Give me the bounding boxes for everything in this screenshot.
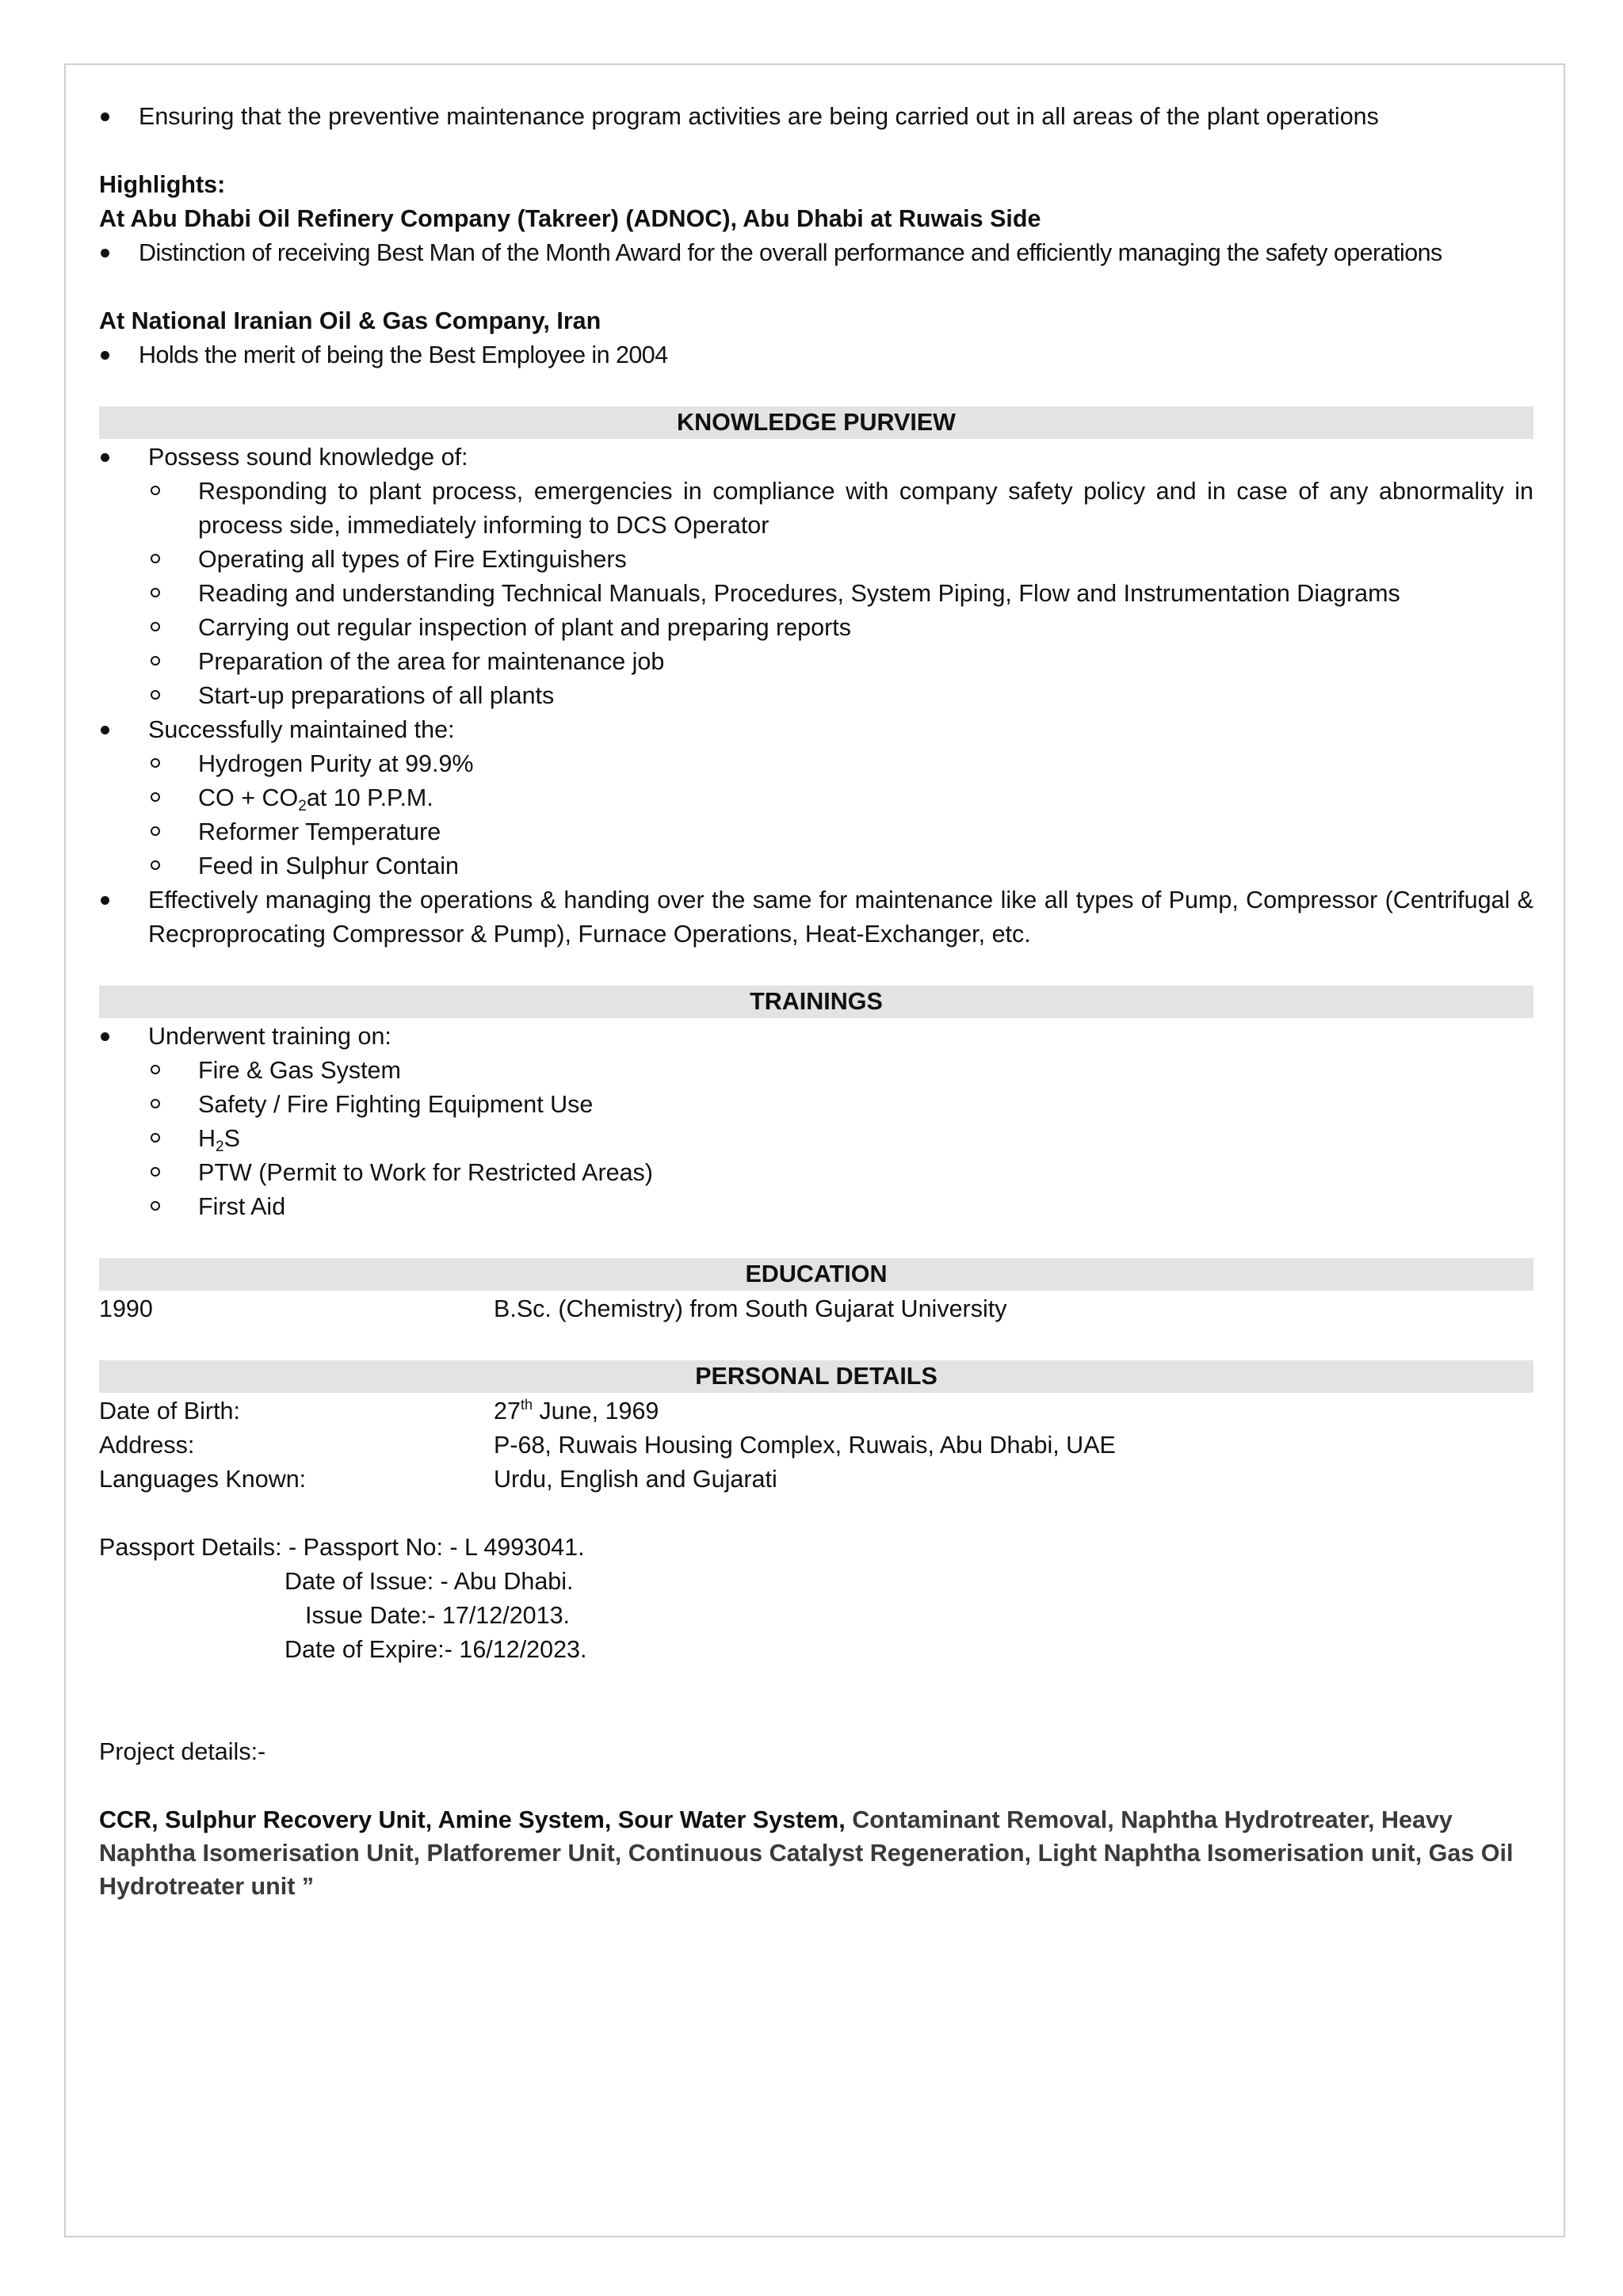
sub-bullet-icon bbox=[151, 486, 160, 495]
education-row bbox=[99, 1292, 1533, 1326]
maintained-sub-item bbox=[99, 747, 1533, 781]
sub-item-text: Reformer Temperature bbox=[198, 818, 441, 845]
address-label: Address: bbox=[99, 1432, 195, 1459]
training-item bbox=[99, 1054, 1533, 1088]
passport-issue-date-line: Issue Date:- 17/12/2013. bbox=[305, 1602, 571, 1629]
bullet-text: Possess sound knowledge of: bbox=[148, 444, 468, 471]
highlight-company-takreer: At Abu Dhabi Oil Refinery Company (Takreer) (ADNOC), Abu Dhabi at Ruwais Side bbox=[99, 205, 1041, 232]
knowledge-sub-item bbox=[99, 645, 1533, 679]
knowledge-sub-item bbox=[99, 679, 1533, 713]
sub-item-text: Operating all types of Fire Extinguishers bbox=[198, 546, 627, 573]
knowledge-bullet-possess bbox=[99, 441, 1533, 475]
section-education: EDUCATION bbox=[99, 1258, 1533, 1291]
sub-item-text: Preparation of the area for maintenance job bbox=[198, 648, 665, 675]
highlight-bullet-takreer bbox=[99, 236, 1533, 270]
sub-bullet-icon bbox=[151, 792, 160, 802]
intro-bullet-text: Ensuring that the preventive maintenance program activities are being carried out in all areas of the plant operations bbox=[139, 103, 1379, 130]
languages-row bbox=[99, 1463, 1533, 1497]
dob-value: 27th June, 1969 bbox=[494, 1397, 659, 1425]
sub-bullet-icon bbox=[151, 588, 160, 597]
training-text: Fire & Gas System bbox=[198, 1057, 401, 1084]
bullet-icon bbox=[101, 453, 109, 462]
highlight-bullet-iran bbox=[99, 338, 1533, 372]
maintained-sub-item bbox=[99, 849, 1533, 883]
passport-issue-place-line: Date of Issue: - Abu Dhabi. bbox=[285, 1568, 574, 1595]
sub-bullet-icon bbox=[151, 622, 160, 631]
sub-item-text: CO + $CO_2at$ 10 P.P.M. bbox=[198, 784, 433, 814]
address-row bbox=[99, 1428, 1533, 1463]
passport-expiry-line: Date of Expire:- 16/12/2023. bbox=[285, 1636, 587, 1663]
sub-bullet-icon bbox=[151, 758, 160, 768]
highlight-text: Distinction of receiving Best Man of the Month Award for the overall performance and efficiently managing the safety operations bbox=[139, 239, 1442, 266]
sub-bullet-icon bbox=[151, 656, 160, 666]
project-units-primary: CCR, Sulphur Recovery Unit, Amine System, Sour Water System, bbox=[99, 1806, 846, 1833]
bullet-icon bbox=[101, 249, 109, 257]
knowledge-sub-item bbox=[99, 475, 1533, 543]
project-label: Project details:- bbox=[99, 1738, 266, 1765]
passport-number-line: Passport Details: - Passport No: - L 4993041. bbox=[99, 1534, 585, 1561]
education-degree: B.Sc. (Chemistry) from South Gujarat University bbox=[494, 1295, 1007, 1322]
dob-label: Date of Birth: bbox=[99, 1398, 240, 1425]
sub-bullet-icon bbox=[151, 1065, 160, 1074]
education-year: 1990 bbox=[99, 1295, 153, 1322]
bullet-icon bbox=[101, 1032, 109, 1041]
project-units-secondary: Contaminant Removal, Naphtha Hydrotreater, Heavy Naphtha Isomerisation Unit, Platforemer Unit, Continuous Catalyst Regeneration, Light Naphtha Isomerisation unit, Gas Oil Hydrotreater unit ” bbox=[99, 1806, 1514, 1900]
maintained-sub-item bbox=[99, 781, 1533, 815]
knowledge-sub-item bbox=[99, 611, 1533, 645]
sub-bullet-icon bbox=[151, 826, 160, 836]
sub-bullet-icon bbox=[151, 1133, 160, 1142]
bullet-text: Effectively managing the operations & handing over the same for maintenance like all types of Pump, Compressor (Centrifugal & Recproprocating Compressor & Pump), Furnace Operations, Heat-Exchanger, etc. bbox=[148, 887, 1533, 948]
sub-item-text: Feed in Sulphur Contain bbox=[198, 852, 459, 879]
knowledge-bullet-operations bbox=[99, 883, 1533, 952]
highlight-text: Holds the merit of being the Best Employee in 2004 bbox=[139, 341, 668, 368]
address-value: P-68, Ruwais Housing Complex, Ruwais, Abu Dhabi, UAE bbox=[494, 1432, 1116, 1459]
section-knowledge-purview: KNOWLEDGE PURVIEW bbox=[99, 406, 1533, 439]
training-item bbox=[99, 1156, 1533, 1190]
project-details bbox=[99, 1803, 1533, 1903]
sub-bullet-icon bbox=[151, 690, 160, 700]
highlight-company-iran: At National Iranian Oil & Gas Company, Iran bbox=[99, 307, 601, 334]
languages-label: Languages Known: bbox=[99, 1466, 307, 1493]
training-text: Safety / Fire Fighting Equipment Use bbox=[198, 1091, 594, 1118]
intro-bullet bbox=[99, 100, 1533, 134]
sub-bullet-icon bbox=[151, 1167, 160, 1177]
resume-content bbox=[99, 100, 1533, 1903]
sub-bullet-icon bbox=[151, 554, 160, 563]
sub-item-text: Hydrogen Purity at 99.9% bbox=[198, 750, 474, 777]
section-personal-details: PERSONAL DETAILS bbox=[99, 1360, 1533, 1393]
bullet-text: Underwent training on: bbox=[148, 1023, 391, 1050]
training-item bbox=[99, 1088, 1533, 1122]
knowledge-bullet-maintained bbox=[99, 713, 1533, 747]
sub-bullet-icon bbox=[151, 1099, 160, 1108]
sub-item-text: Carrying out regular inspection of plant and preparing reports bbox=[198, 614, 851, 641]
sub-item-text: Start-up preparations of all plants bbox=[198, 682, 555, 709]
training-text: PTW (Permit to Work for Restricted Areas) bbox=[198, 1159, 653, 1186]
trainings-bullet bbox=[99, 1020, 1533, 1054]
maintained-sub-item bbox=[99, 815, 1533, 849]
training-item bbox=[99, 1122, 1533, 1156]
bullet-icon bbox=[101, 113, 109, 121]
section-trainings: TRAININGS bbox=[99, 986, 1533, 1018]
bullet-text: Successfully maintained the: bbox=[148, 716, 455, 743]
bullet-icon bbox=[101, 726, 109, 734]
dob-row bbox=[99, 1394, 1533, 1428]
sub-bullet-icon bbox=[151, 860, 160, 870]
highlights-heading: Highlights: bbox=[99, 171, 226, 198]
knowledge-sub-item bbox=[99, 543, 1533, 577]
knowledge-sub-item bbox=[99, 577, 1533, 611]
bullet-icon bbox=[101, 896, 109, 905]
bullet-icon bbox=[101, 351, 109, 360]
sub-item-text: Reading and understanding Technical Manuals, Procedures, System Piping, Flow and Instrumentation Diagrams bbox=[198, 580, 1400, 607]
training-item bbox=[99, 1190, 1533, 1224]
training-text: $H_2S$ bbox=[198, 1125, 240, 1155]
training-text: First Aid bbox=[198, 1193, 286, 1220]
sub-item-text: Responding to plant process, emergencies in compliance with company safety policy and in case of any abnormality in process side, immediately informing to DCS Operator bbox=[198, 478, 1533, 539]
languages-value: Urdu, English and Gujarati bbox=[494, 1466, 777, 1493]
sub-bullet-icon bbox=[151, 1201, 160, 1211]
